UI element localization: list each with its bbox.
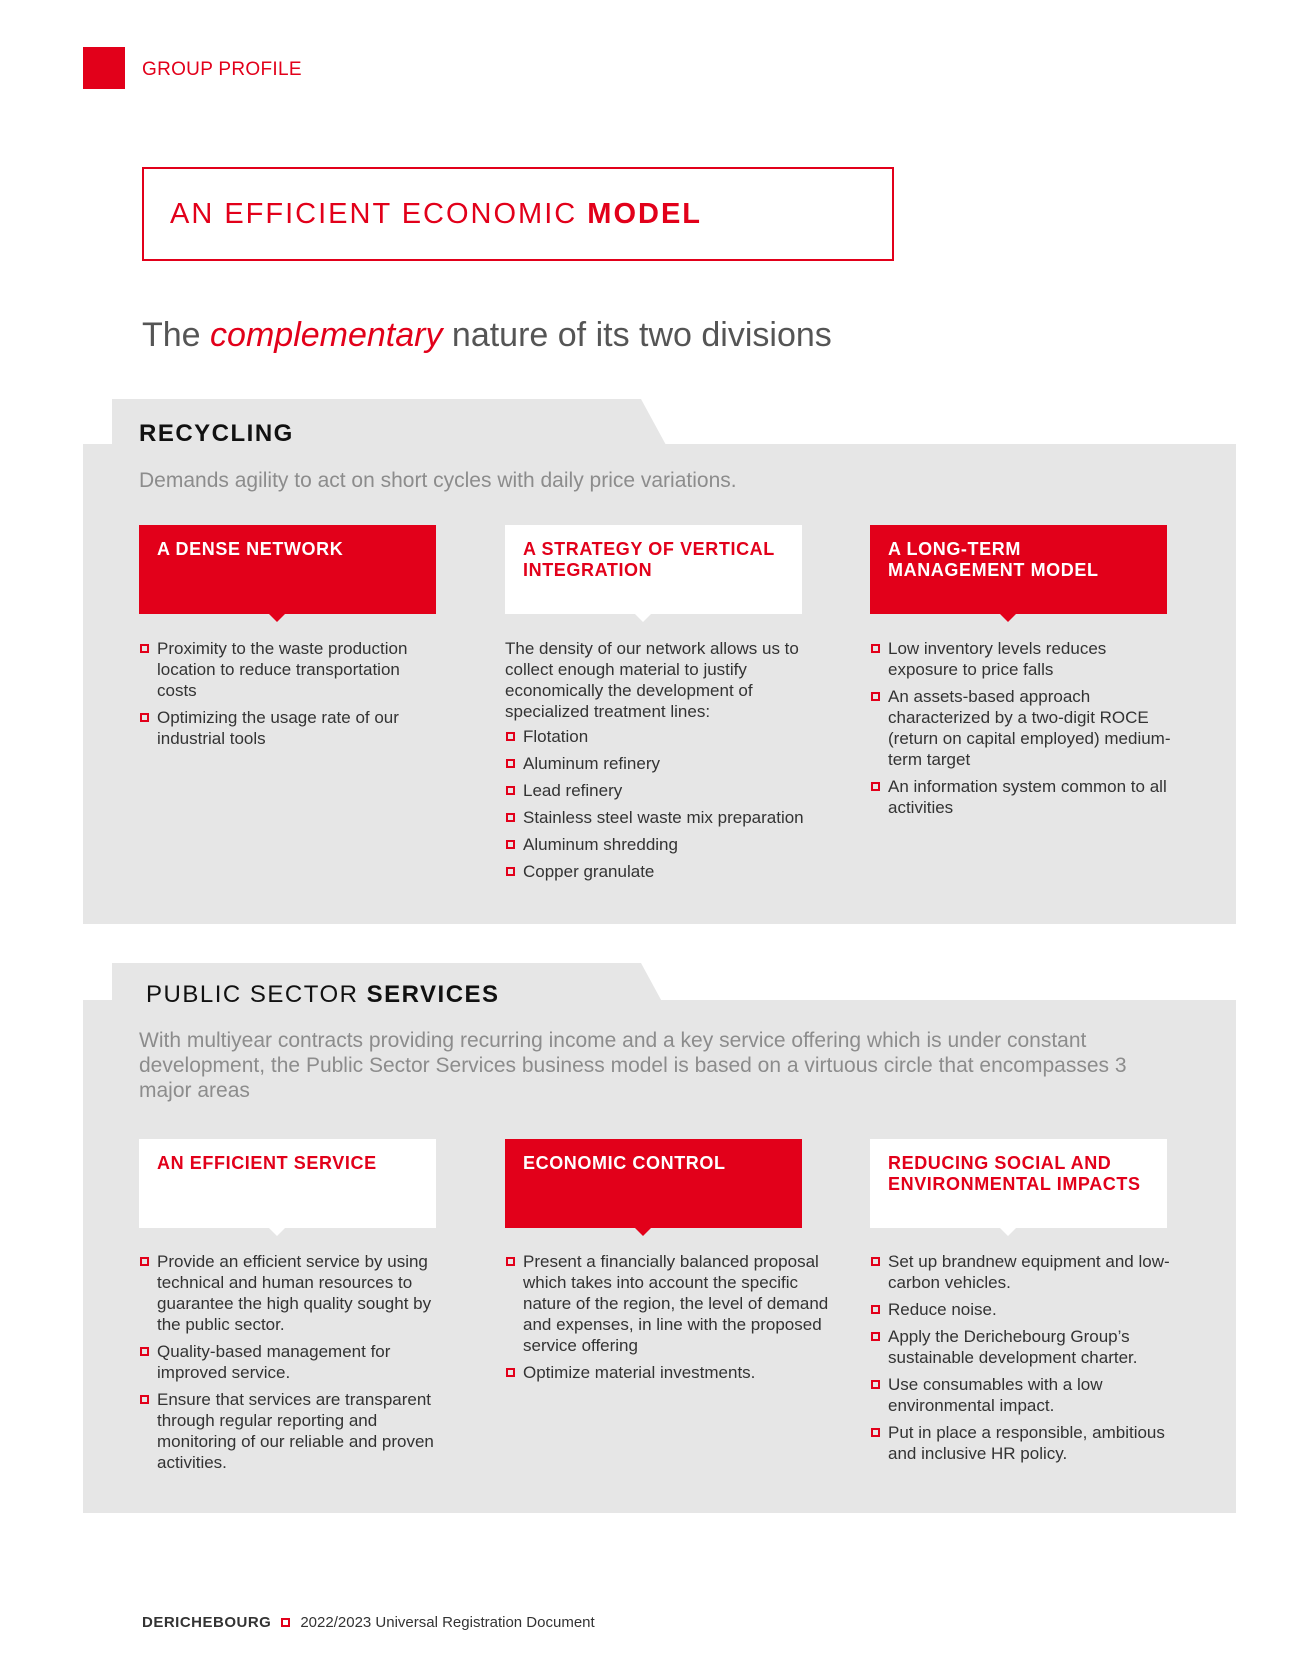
page-title-box	[142, 167, 894, 261]
recycling-col2	[505, 638, 835, 888]
section-label: GROUP PROFILE	[142, 59, 302, 80]
footer-company: DERICHEBOURG	[142, 1614, 272, 1631]
list-item: An information system common to all activities	[870, 776, 1180, 818]
list-item: Use consumables with a low environmental impact.	[870, 1374, 1190, 1416]
public-col1	[139, 1251, 444, 1479]
public-card-reducing-impacts: REDUCING SOCIAL AND ENVIRONMENTAL IMPACTS	[870, 1139, 1167, 1228]
public-col2	[505, 1251, 835, 1389]
list-item: Proximity to the waste production location to reduce transportation costs	[139, 638, 439, 701]
list-item: Set up brandnew equipment and low-carbon vehicles.	[870, 1251, 1190, 1293]
list-item: Flotation	[505, 726, 835, 747]
list-item: Ensure that services are transparent through regular reporting and monitoring of our reliable and proven activities.	[139, 1389, 444, 1473]
recycling-col2-intro: The density of our network allows us to collect enough material to justify economically the development of specialized treatment lines:	[505, 639, 799, 721]
page-footer	[142, 1614, 595, 1631]
list-item: Stainless steel waste mix preparation	[505, 807, 835, 828]
footer-separator-icon	[281, 1618, 290, 1627]
list-item: Low inventory levels reduces exposure to price falls	[870, 638, 1180, 680]
subtitle-before: The	[142, 316, 201, 354]
public-description: With multiyear contracts providing recurring income and a key service offering which is under constant development, the Public Sector Services business model is based on a virtuous circle that encompasses 3 major areas	[139, 1029, 1127, 1102]
public-title: PUBLIC SECTOR SERVICES	[146, 981, 500, 1008]
page-title	[170, 198, 702, 231]
list-item: An assets-based approach characterized by a two-digit ROCE (return on capital employed) medium-term target	[870, 686, 1180, 770]
recycling-card-long-term-model: A LONG-TERM MANAGEMENT MODEL	[870, 525, 1167, 614]
recycling-card-dense-network: A DENSE NETWORK	[139, 525, 436, 614]
recycling-col3	[870, 638, 1180, 824]
list-item: Present a financially balanced proposal which takes into account the specific nature of the region, the level of demand and expenses, in line with the proposed service offering	[505, 1251, 835, 1356]
recycling-title: RECYCLING	[139, 420, 294, 447]
list-item: Lead refinery	[505, 780, 835, 801]
page-title-bold: MODEL	[587, 197, 702, 230]
public-col3	[870, 1251, 1190, 1470]
public-card-efficient-service: AN EFFICIENT SERVICE	[139, 1139, 436, 1228]
list-item: Aluminum shredding	[505, 834, 835, 855]
list-item: Quality-based management for improved service.	[139, 1341, 444, 1383]
recycling-col1	[139, 638, 439, 755]
list-item: Aluminum refinery	[505, 753, 835, 774]
footer-document: 2022/2023 Universal Registration Document	[300, 1614, 595, 1631]
page-subtitle	[142, 316, 832, 355]
page-title-normal: AN EFFICIENT ECONOMIC	[170, 197, 578, 230]
list-item: Optimizing the usage rate of our industrial tools	[139, 707, 439, 749]
subtitle-emphasis: complementary	[210, 316, 443, 354]
recycling-card-vertical-integration: A STRATEGY OF VERTICAL INTEGRATION	[505, 525, 802, 614]
list-item: Reduce noise.	[870, 1299, 1190, 1320]
section-marker	[83, 47, 125, 89]
public-card-economic-control: ECONOMIC CONTROL	[505, 1139, 802, 1228]
list-item: Optimize material investments.	[505, 1362, 835, 1383]
subtitle-after: nature of its two divisions	[451, 316, 832, 354]
list-item: Apply the Derichebourg Group’s sustainable development charter.	[870, 1326, 1190, 1368]
recycling-description: Demands agility to act on short cycles with daily price variations.	[139, 469, 737, 492]
list-item: Put in place a responsible, ambitious and inclusive HR policy.	[870, 1422, 1190, 1464]
list-item: Provide an efficient service by using technical and human resources to guarantee the high quality sought by the public sector.	[139, 1251, 444, 1335]
list-item: Copper granulate	[505, 861, 835, 882]
